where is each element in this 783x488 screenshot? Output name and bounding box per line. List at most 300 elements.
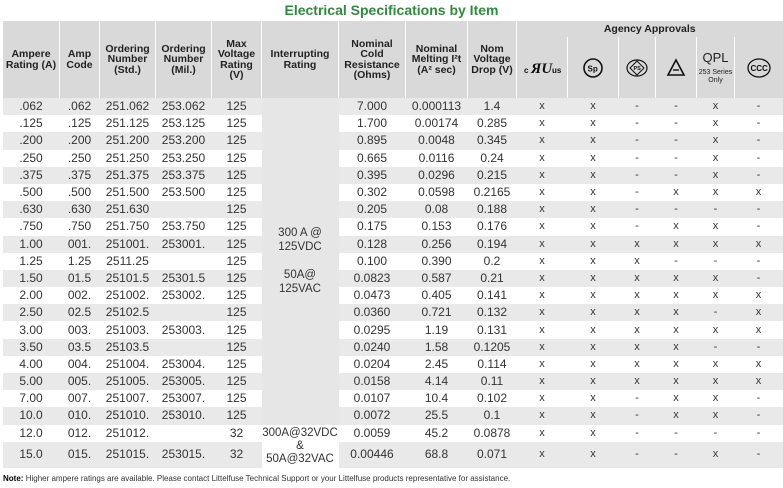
cell-std: 251.375 [100,167,156,184]
cell-volt: 125 [226,391,247,406]
cell-drop: 0.285 [476,116,508,131]
cell-drop: 0.141 [476,288,508,303]
cell-melt: 0.587 [406,270,468,287]
cell-volt: 125 [212,407,262,424]
cell-agency-qpl-mark: x [712,289,719,302]
cell-agency-qpl-mark: x [712,323,719,336]
cell-drop: 1.4 [468,98,517,115]
cell-code: 005. [60,373,100,390]
cell-std: 251007. [105,391,150,406]
cell-agency-csa-icon: x [568,407,619,424]
cell-code: .125 [67,116,92,131]
cell-agency-ul-recognized-icon: x [517,407,568,424]
svg-text:Sp: Sp [587,64,598,73]
cell-mil [156,201,212,218]
cell-std: 251.750 [105,219,150,234]
cell-mil: 253.750 [161,219,206,234]
note-text: Higher ampere ratings are available. Please contact Littelfuse Technical Support or your Littelfuse products representative for assistance. [25,474,511,483]
cell-res: 0.0823 [339,270,406,287]
cell-agency-ccc-icon: x [755,186,762,199]
cell-agency-pse-icon: - [619,132,656,149]
cell-code: .200 [60,132,100,149]
table-row [3,236,783,253]
cell-amp: 1.25 [19,253,43,268]
cell-agency-csa-icon: x [590,426,596,439]
table-row [3,115,783,132]
cell-drop: 0.21 [468,270,517,287]
cell-agency-ccc-icon: x [755,323,762,336]
svg-text:CCC: CCC [750,63,768,73]
cell-std: 251.630 [100,201,156,218]
cell-agency-csa-icon: x [590,357,596,370]
cell-volt: 125 [226,185,247,200]
table-row [3,150,783,167]
cell-agency-pse-icon: x [634,357,640,370]
table-row [3,442,783,468]
cell-amp: 10.0 [3,407,60,424]
cell-res: 0.00446 [339,442,406,468]
cell-agency-ccc-icon: - [756,426,761,439]
cell-res: 0.205 [339,201,406,218]
cell-agency-kc-icon: x [656,304,697,321]
cell-res: 7.000 [339,98,406,115]
cell-melt: 0.721 [406,304,468,321]
cell-mil [156,253,212,270]
cell-melt: 25.5 [406,407,468,424]
cell-agency-kc-icon: x [673,220,679,233]
cell-std: 251003. [105,322,150,337]
cell-agency-kc-icon: - [674,426,678,439]
cell-agency-ccc-icon: - [756,392,761,405]
cell-std: 251.125 [105,116,150,131]
cell-mil [156,304,212,321]
cell-std: 251015. [100,442,156,468]
cell-mil [156,425,212,442]
cell-mil: 253005. [156,373,212,390]
table-row [3,287,783,304]
cell-res: 0.0295 [353,322,391,337]
cell-drop: 0.1 [468,407,517,424]
cell-melt: 10.4 [424,391,449,406]
cell-melt: 0.0048 [406,132,468,149]
cell-agency-pse-icon: - [635,426,639,439]
cell-amp: 1.50 [3,270,60,287]
cell-mil: 253015. [156,442,212,468]
cell-drop: 0.188 [468,201,517,218]
header-ordering-std: Ordering Number (Std.) [100,21,156,98]
cell-volt: 125 [212,236,262,253]
cell-agency-qpl-mark: - [697,304,735,321]
table-row [3,304,783,321]
cell-agency-ccc-icon: - [756,151,761,164]
cell-interrupting-125v [262,98,339,425]
cell-agency-csa-icon: x [590,392,596,405]
cell-agency-ccc-icon: - [735,339,783,356]
cell-res: 0.895 [339,132,406,149]
header-voltage-drop: Nom Voltage Drop (V) [468,21,517,98]
cell-agency-ccc-icon: - [756,117,761,130]
cell-agency-ccc-icon: - [735,270,783,287]
cell-agency-ccc-icon: - [735,407,783,424]
cell-agency-ccc-icon: x [735,236,783,253]
cell-agency-ul-recognized-icon: x [539,254,545,267]
cell-agency-kc-icon: - [656,442,697,468]
header-amp-code: Amp Code [60,21,100,98]
cell-agency-ul-recognized-icon: x [517,98,568,115]
cell-agency-qpl-mark: - [697,201,735,218]
cell-code: .630 [60,201,100,218]
cell-melt: 0.0116 [418,150,455,165]
table-row [3,407,783,424]
cell-volt: 125 [226,219,247,234]
cell-code: 1.25 [67,253,92,268]
cell-agency-csa-icon: x [590,289,596,302]
cell-mil: 253004. [161,356,206,371]
cell-melt: 0.405 [421,288,452,303]
cell-mil: 253003. [161,322,206,337]
cell-agency-csa-icon: x [568,236,619,253]
spec-table [2,21,783,468]
cell-agency-ul-recognized-icon: x [539,392,545,405]
cell-volt: 32 [229,425,244,440]
cell-volt: 125 [212,98,262,115]
cell-drop: 0.215 [468,167,517,184]
cell-agency-pse-icon: - [619,167,656,184]
cell-agency-pse-icon: - [635,151,639,164]
cell-volt: 125 [212,304,262,321]
cell-volt: 125 [212,270,262,287]
cell-amp: .062 [3,98,60,115]
cell-melt: 0.08 [406,201,468,218]
cell-melt: 0.0598 [418,185,455,200]
cell-melt: 1.19 [424,322,449,337]
cell-melt: 1.58 [406,339,468,356]
cell-mil: 253002. [161,288,206,303]
cell-agency-ul-recognized-icon: x [517,132,568,149]
cell-mil: 253.200 [156,132,212,149]
cell-agency-qpl-mark: x [697,270,735,287]
table-row [3,425,783,442]
cell-code: 004. [67,356,92,371]
cell-drop: 0.071 [468,442,517,468]
interrupt-ac-line1: 50A@ [283,269,317,282]
cell-agency-kc-icon: x [673,289,679,302]
cell-mil: 253010. [156,407,212,424]
cell-agency-csa-icon: x [568,339,619,356]
cell-agency-kc-icon: x [656,236,697,253]
table-body [3,98,783,468]
cell-melt: 0.390 [421,253,452,268]
cell-agency-kc-icon: x [673,392,679,405]
cell-volt: 125 [226,356,247,371]
cell-drop: 0.2 [483,253,501,268]
cell-res: 0.0107 [353,391,391,406]
cell-agency-ul-recognized-icon: x [517,201,568,218]
svg-text:PS: PS [633,65,641,72]
cell-agency-kc-icon: x [673,357,679,370]
cell-agency-kc-icon: - [656,201,697,218]
cell-code: 02.5 [60,304,100,321]
cell-agency-ccc-icon: - [735,167,783,184]
cell-agency-kc-icon: x [673,186,679,199]
cell-amp: 3.50 [3,339,60,356]
cell-code: 015. [60,442,100,468]
cell-res: 0.665 [356,150,388,165]
cell-code: .250 [67,150,92,165]
header-ordering-mil: Ordering Number (Mil.) [156,21,212,98]
cell-code: 007. [67,391,92,406]
cell-agency-ul-recognized-icon: x [539,426,545,439]
ccc-icon [746,57,772,79]
cell-agency-qpl-mark: - [713,426,718,439]
cell-agency-kc-icon: x [656,339,697,356]
cell-agency-kc-icon: x [656,407,697,424]
ul-recognized-icon [522,57,562,79]
cell-agency-pse-icon: - [635,117,639,130]
cell-agency-ul-recognized-icon: x [539,186,545,199]
cell-agency-ccc-icon: - [735,98,783,115]
cell-drop: 0.1205 [468,339,517,356]
cell-agency-ccc-icon: - [756,254,761,267]
footnote [3,474,510,483]
cell-interrupting-32v [262,425,339,468]
cell-amp: 2.50 [3,304,60,321]
cell-res: 0.175 [356,219,388,234]
cell-agency-pse-icon: - [635,220,639,233]
cell-agency-qpl-mark: x [697,132,735,149]
cell-agency-csa-icon: x [590,151,596,164]
cell-code: .750 [67,219,92,234]
interrupt32-line3: 50A@32VAC [266,452,334,465]
cell-code: 002. [67,288,92,303]
table-row [3,98,783,115]
cell-amp: 15.0 [3,442,60,468]
interrupt-ac-line2: 125VAC [279,283,321,296]
cell-agency-pse-icon: x [619,304,656,321]
note-label: Note: [3,474,24,483]
cell-agency-ccc-icon: x [735,304,783,321]
cell-drop: 0.114 [477,356,507,371]
table-row [3,218,783,235]
header-interrupting: Interrupting Rating [262,21,339,98]
cell-std: 251012. [105,425,150,440]
cell-agency-pse-icon: x [634,323,640,336]
cell-std: 251004. [105,356,150,371]
table-row [3,270,783,287]
cell-agency-pse-icon: - [635,392,639,405]
cell-melt: 0.000113 [406,98,468,115]
cell-agency-csa-icon: x [568,442,619,468]
kc-icon [666,58,686,78]
cell-agency-qpl-mark: x [697,407,735,424]
cell-agency-qpl-mark: x [697,236,735,253]
cell-drop: 0.345 [468,132,517,149]
cell-std: 251002. [105,288,150,303]
cell-agency-pse-icon: x [619,339,656,356]
cell-agency-csa-icon: x [568,373,619,390]
cell-amp: .750 [19,219,43,234]
cell-drop: 0.102 [476,391,508,406]
cell-agency-qpl-mark: x [712,151,719,164]
cell-volt: 125 [226,253,247,268]
cell-volt: 125 [212,201,262,218]
cell-mil: 253001. [156,236,212,253]
cell-code: 010. [60,407,100,424]
cell-mil: 253.500 [161,185,206,200]
cell-agency-csa-icon: x [568,98,619,115]
cell-drop: 0.194 [468,236,517,253]
cell-agency-qpl-mark: - [697,339,735,356]
table-row [3,373,783,390]
cell-agency-qpl-mark: x [697,98,735,115]
cell-agency-csa-icon: x [590,186,596,199]
cell-agency-ul-recognized-icon: x [539,289,545,302]
cell-agency-qpl-mark: x [697,373,735,390]
cell-agency-ccc-icon: - [735,132,783,149]
table-row [3,356,783,373]
table-title: Electrical Specifications by Item [284,2,499,18]
cell-agency-ul-recognized-icon: x [539,357,545,370]
table-row [3,184,783,201]
cell-drop: 0.0878 [473,425,511,440]
cell-res: 0.0059 [353,425,391,440]
cell-res: 0.100 [356,253,388,268]
cell-agency-csa-icon: x [568,167,619,184]
cell-agency-csa-icon: x [590,254,596,267]
table-row [3,339,783,356]
cell-agency-pse-icon: - [635,186,639,199]
cell-code: .500 [67,185,92,200]
cell-volt: 32 [212,442,262,468]
cell-agency-kc-icon: x [656,270,697,287]
cell-res: 0.0158 [339,373,406,390]
svg-text:ЯU: ЯU [531,60,553,77]
cell-code: 03.5 [60,339,100,356]
csa-icon [581,56,605,80]
cell-res: 0.0240 [339,339,406,356]
cell-std: 25101.5 [100,270,156,287]
cell-std: 251.062 [100,98,156,115]
cell-res: 0.0204 [353,356,391,371]
cell-volt: 125 [212,373,262,390]
cell-drop: 0.132 [468,304,517,321]
cell-agency-ul-recognized-icon: x [517,339,568,356]
cell-agency-qpl-mark: x [697,442,735,468]
cell-melt: 45.2 [424,425,449,440]
cell-mil: 253.062 [156,98,212,115]
cell-mil: 253.375 [156,167,212,184]
cell-agency-pse-icon: - [619,442,656,468]
cell-agency-ccc-icon: x [755,357,762,370]
cell-res: 1.700 [356,116,388,131]
cell-volt: 125 [212,339,262,356]
cell-drop: 0.131 [476,322,508,337]
cell-amp: 4.00 [19,356,43,371]
cell-agency-qpl-mark: x [697,167,735,184]
cell-agency-ul-recognized-icon: x [539,323,545,336]
cell-mil: 253.125 [161,116,206,131]
cell-agency-ul-recognized-icon: x [539,220,545,233]
cell-amp: .200 [3,132,60,149]
cell-melt: 2.45 [424,356,449,371]
cell-std: 2511.25 [106,253,149,268]
cell-agency-pse-icon: - [619,407,656,424]
cell-agency-pse-icon: - [619,98,656,115]
cell-agency-csa-icon: x [590,323,596,336]
cell-volt: 125 [226,322,247,337]
header-melting: Nominal Melting I²t (A² sec) [406,21,468,98]
table-row [3,201,783,218]
cell-amp: .125 [19,116,43,131]
cell-agency-ccc-icon: - [756,220,761,233]
cell-agency-kc-icon: x [673,323,679,336]
cell-agency-kc-icon: - [656,167,697,184]
cell-melt: 0.256 [406,236,468,253]
cell-drop: 0.24 [480,150,504,165]
cell-agency-ccc-icon: - [735,442,783,468]
header-cold-resistance: Nominal Cold Resistance (Ohms) [339,21,406,98]
cell-code: .062 [60,98,100,115]
table-row [3,132,783,149]
cell-agency-ul-recognized-icon: x [517,373,568,390]
cell-agency-ccc-icon: - [735,201,783,218]
qpl-subtitle: 253 Series Only [698,69,733,84]
cell-std: 251010. [100,407,156,424]
cell-res: 0.395 [339,167,406,184]
cell-agency-kc-icon: x [656,373,697,390]
cell-amp: .630 [3,201,60,218]
cell-melt: 68.8 [406,442,468,468]
cell-agency-ccc-icon: x [735,373,783,390]
cell-agency-qpl-mark: x [712,357,719,370]
cell-agency-ul-recognized-icon: x [539,151,545,164]
cell-mil: 253.250 [161,150,206,165]
cell-agency-pse-icon: - [619,201,656,218]
cell-amp: 5.00 [3,373,60,390]
cell-std: 25102.5 [100,304,156,321]
cell-res: 0.0473 [353,288,391,303]
cell-agency-ul-recognized-icon: x [517,304,568,321]
cell-amp: 7.00 [19,391,43,406]
cell-agency-qpl-mark: x [712,117,719,130]
cell-amp: .250 [19,150,43,165]
cell-agency-csa-icon: x [590,117,596,130]
qpl-mark: QPL [702,50,729,65]
cell-agency-csa-icon: x [590,220,596,233]
cell-agency-kc-icon: - [674,254,678,267]
cell-code: .375 [60,167,100,184]
cell-res: 0.0360 [339,304,406,321]
cell-melt: 0.153 [421,219,452,234]
cell-agency-pse-icon: x [634,254,640,267]
cell-agency-pse-icon: x [619,236,656,253]
cell-volt: 125 [212,132,262,149]
cell-volt: 125 [212,167,262,184]
table-row [3,390,783,407]
cell-agency-kc-icon: - [674,151,678,164]
cell-std: 251.200 [100,132,156,149]
cell-agency-csa-icon: x [568,304,619,321]
svg-text:us: us [552,65,562,75]
cell-agency-ul-recognized-icon: x [517,236,568,253]
cell-amp: .500 [19,185,43,200]
cell-drop: 0.2165 [473,185,511,200]
cell-agency-kc-icon: - [656,132,697,149]
cell-agency-pse-icon: x [634,289,640,302]
cell-code: 003. [67,322,92,337]
cell-agency-qpl-mark: x [712,220,719,233]
cell-agency-qpl-mark: x [712,392,719,405]
